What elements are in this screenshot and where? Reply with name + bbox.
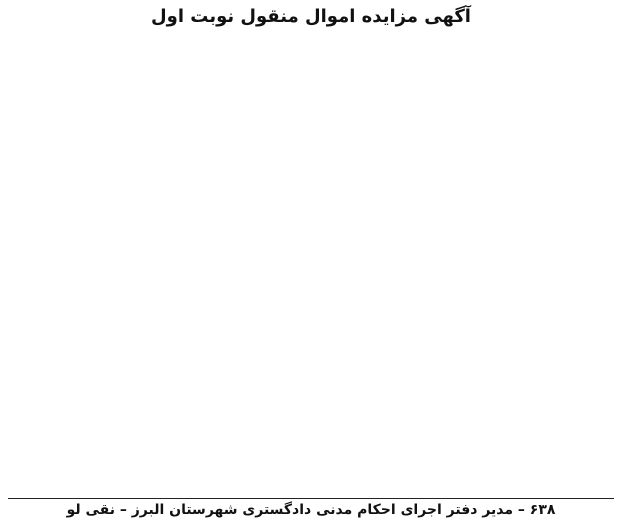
notice-body-line bbox=[8, 205, 614, 222]
notice-body-line bbox=[8, 110, 614, 127]
notice-body-line bbox=[8, 338, 614, 355]
notice-body-line bbox=[8, 300, 614, 317]
notice-body-line bbox=[8, 357, 614, 374]
notice-footer: ۶۳۸ – مدیر دفتر اجرای احکام مدنی دادگستری شهرستان البرز – نقی لو bbox=[8, 498, 614, 519]
notice-body-line bbox=[8, 490, 614, 492]
notice-body-line bbox=[8, 471, 614, 488]
notice-body-line bbox=[8, 129, 614, 146]
notice-body-line bbox=[8, 433, 614, 450]
notice-title: آگهی مزایده اموال منقول نوبت اول bbox=[151, 6, 471, 27]
notice-body-line bbox=[8, 148, 614, 165]
notice-body-line bbox=[8, 319, 614, 336]
notice-body-line bbox=[8, 53, 614, 70]
notice-body-line bbox=[8, 224, 614, 241]
notice-body-line bbox=[8, 167, 614, 184]
notice-body-line bbox=[8, 452, 614, 469]
notice-body-line bbox=[8, 72, 614, 89]
notice-body-line bbox=[8, 34, 614, 51]
notice-body-line bbox=[8, 186, 614, 203]
notice-body-line bbox=[8, 395, 614, 412]
notice-body-line bbox=[8, 262, 614, 279]
notice-body-line bbox=[8, 414, 614, 431]
notice-body-line bbox=[8, 91, 614, 108]
notice-body bbox=[8, 34, 614, 492]
notice-body-line bbox=[8, 281, 614, 298]
notice-body-line bbox=[8, 376, 614, 393]
notice-body-line bbox=[8, 243, 614, 260]
